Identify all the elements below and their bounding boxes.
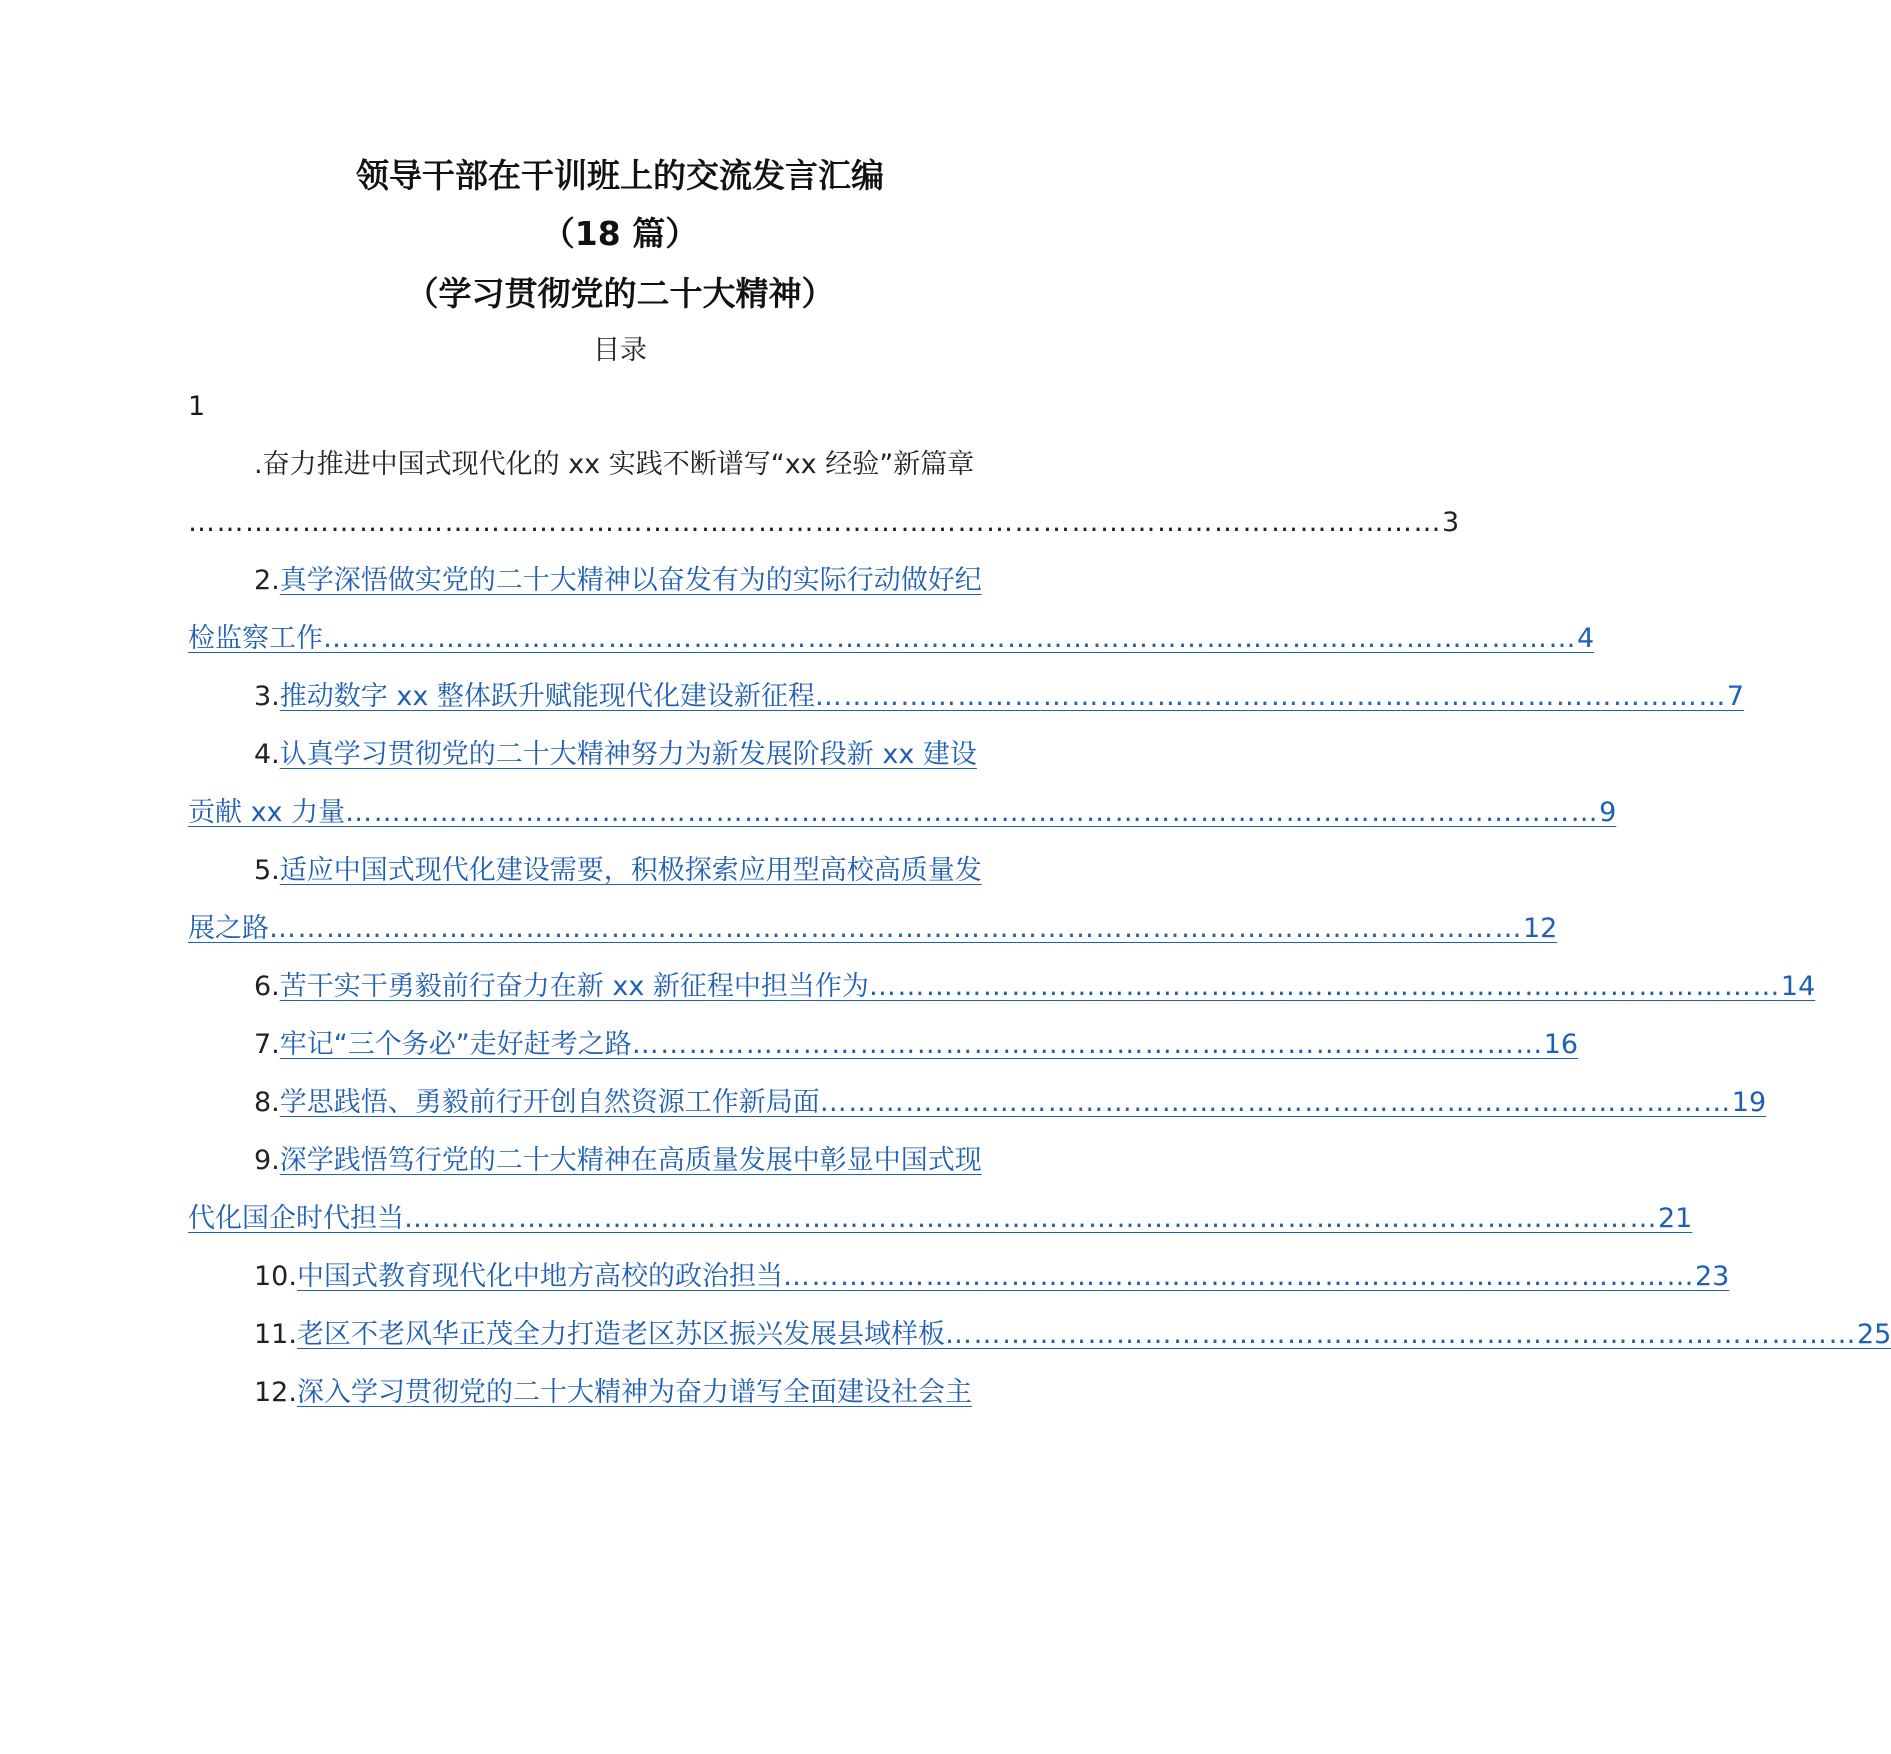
toc-entry-10-link[interactable]: 中国式教育现代化中地方高校的政治担当 xyxy=(296,1261,783,1292)
toc-entry-3-link[interactable]: 推动数字 xx 整体跃升赋能现代化建设新征程 xyxy=(279,681,815,712)
toc-entry-12[interactable] xyxy=(254,1373,972,1413)
toc-entry-4-link[interactable]: 认真学习贯彻党的二十大精神努力为新发展阶段新 xx 建设 xyxy=(279,739,977,770)
toc-entry-5-number: 5. xyxy=(254,855,280,886)
toc-entry-4-continuation[interactable] xyxy=(188,793,1617,833)
toc-entry-8-page: 19 xyxy=(1731,1087,1767,1118)
toc-entry-12-number: 12. xyxy=(254,1377,297,1408)
toc-entry-3-page: 7 xyxy=(1726,681,1745,712)
toc-entry-1-leader xyxy=(188,503,1460,543)
toc-entry-1-page: 3 xyxy=(1442,507,1460,538)
dot-leader: …………………………………………………………………………………… xyxy=(868,971,1781,1002)
dot-leader: …………………………………………………………………………………… xyxy=(944,1319,1857,1350)
toc-entry-2-page: 4 xyxy=(1577,623,1595,654)
toc-entry-4-number: 4. xyxy=(254,739,280,770)
document-title: 领导干部在干训班上的交流发言汇编 xyxy=(356,156,884,195)
toc-entry-4[interactable] xyxy=(254,735,977,775)
document-subtitle-count: （18 篇） xyxy=(541,214,699,253)
toc-entry-11-link[interactable]: 老区不老风华正茂全力打造老区苏区振兴发展县域样板 xyxy=(296,1319,945,1350)
toc-entry-9-continuation[interactable] xyxy=(188,1199,1693,1239)
toc-entry-1-title: .奋力推进中国式现代化的 xx 实践不断谱写“xx 经验”新篇章 xyxy=(254,449,975,480)
dot-leader: …………………………………………………………………………………… xyxy=(631,1029,1544,1060)
toc-entry-7-number: 7. xyxy=(254,1029,280,1060)
toc-entry-7-page: 16 xyxy=(1543,1029,1579,1060)
toc-entry-6[interactable] xyxy=(254,967,1816,1007)
toc-entry-6-number: 6. xyxy=(254,971,280,1002)
dot-leader: …………………………………………………………………………………………………………………… xyxy=(345,797,1600,828)
dot-leader: …………………………………………………………………………………………………………………… xyxy=(404,1203,1658,1234)
toc-heading: 目录 xyxy=(593,335,647,366)
toc-entry-9-title-cont: 代化国企时代担当 xyxy=(188,1203,404,1234)
toc-entry-12-link[interactable]: 深入学习贯彻党的二十大精神为奋力谱写全面建设社会主 xyxy=(296,1377,972,1408)
toc-entry-11[interactable] xyxy=(254,1315,1891,1355)
toc-entry-8-link[interactable]: 学思践悟、勇毅前行开创自然资源工作新局面 xyxy=(279,1087,820,1118)
toc-entry-6-link[interactable]: 苦干实干勇毅前行奋力在新 xx 新征程中担当作为 xyxy=(279,971,869,1002)
toc-entry-5[interactable] xyxy=(254,851,982,891)
toc-entry-9[interactable] xyxy=(254,1141,982,1181)
toc-entry-5-title-cont: 展之路 xyxy=(188,913,269,944)
toc-entry-4-title-cont: 贡献 xx 力量 xyxy=(188,797,346,828)
toc-entry-3-number: 3. xyxy=(254,681,280,712)
toc-entry-9-number: 9. xyxy=(254,1145,280,1176)
toc-entry-8[interactable] xyxy=(254,1083,1767,1123)
toc-entry-4-page: 9 xyxy=(1599,797,1617,828)
dot-leader: …………………………………………………………………………………… xyxy=(782,1261,1695,1292)
toc-entry-5-link[interactable]: 适应中国式现代化建设需要，积极探索应用型高校高质量发 xyxy=(279,855,982,886)
dot-leader: …………………………………………………………………………………………………………………… xyxy=(323,623,1577,654)
toc-entry-2[interactable] xyxy=(254,561,982,601)
toc-entry-11-page: 25 xyxy=(1856,1319,1891,1350)
toc-entry-2-number: 2. xyxy=(254,565,280,596)
toc-entry-2-link[interactable]: 真学深悟做实党的二十大精神以奋发有为的实际行动做好纪 xyxy=(279,565,982,596)
toc-entry-11-number: 11. xyxy=(254,1319,297,1350)
toc-entry-5-continuation[interactable] xyxy=(188,909,1558,949)
toc-entry-6-page: 14 xyxy=(1780,971,1816,1002)
toc-entry-9-page: 21 xyxy=(1658,1203,1693,1234)
dot-leader: …………………………………………………………………………………… xyxy=(814,681,1727,712)
toc-entry-3[interactable] xyxy=(254,677,1745,717)
toc-entry-1-number: 1 xyxy=(188,391,206,422)
toc-entry-7[interactable] xyxy=(254,1025,1579,1065)
document-subtitle-theme: （学习贯彻党的二十大精神） xyxy=(405,274,835,313)
toc-entry-10-page: 23 xyxy=(1694,1261,1730,1292)
toc-entry-2-title-cont: 检监察工作 xyxy=(188,623,323,654)
dot-leader: …………………………………………………………………………………………………………………… xyxy=(188,507,1442,538)
toc-entry-7-link[interactable]: 牢记“三个务必”走好赶考之路 xyxy=(279,1029,632,1060)
toc-entry-10-number: 10. xyxy=(254,1261,297,1292)
toc-entry-5-page: 12 xyxy=(1523,913,1558,944)
toc-entry-8-number: 8. xyxy=(254,1087,280,1118)
toc-entry-2-continuation[interactable] xyxy=(188,619,1595,659)
toc-entry-9-link[interactable]: 深学践悟笃行党的二十大精神在高质量发展中彰显中国式现 xyxy=(279,1145,982,1176)
toc-entry-10[interactable] xyxy=(254,1257,1730,1297)
dot-leader: …………………………………………………………………………………………………………………… xyxy=(269,913,1523,944)
dot-leader: …………………………………………………………………………………… xyxy=(819,1087,1732,1118)
